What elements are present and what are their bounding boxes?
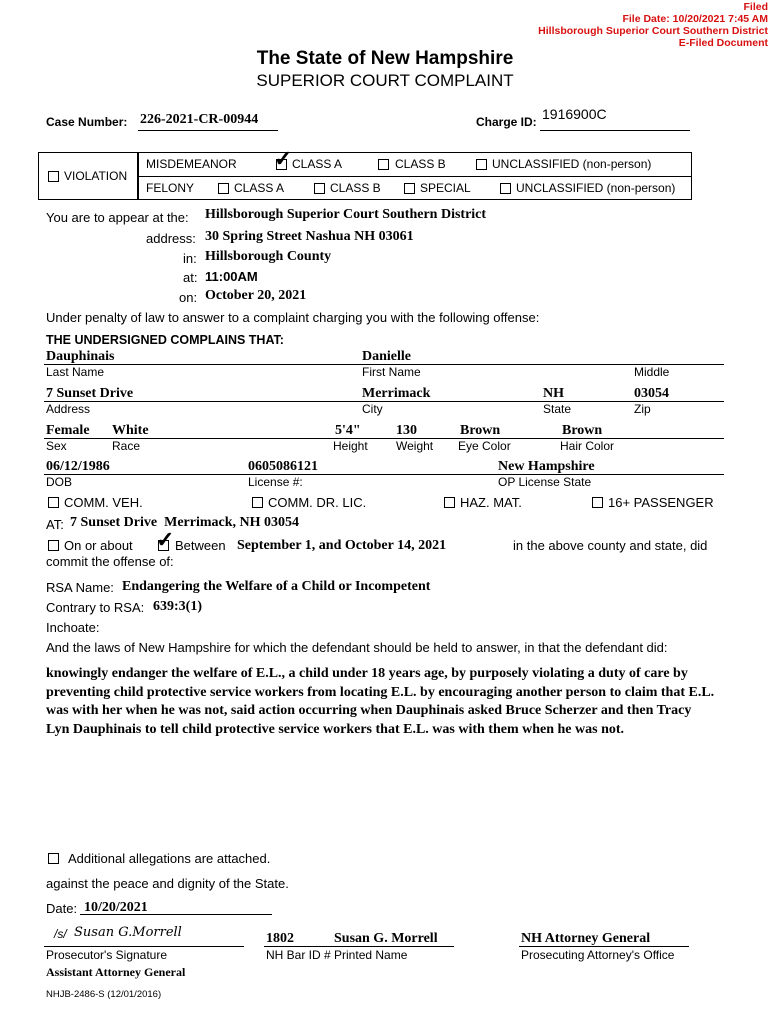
- between-label: Between: [175, 538, 226, 553]
- address-underline: [44, 401, 724, 402]
- appear-date: October 20, 2021: [205, 288, 307, 303]
- sex-label: Sex: [46, 439, 67, 453]
- printed-name-underline: [264, 946, 454, 947]
- prosecutor-signature-label: Prosecutor's Signature: [46, 948, 168, 962]
- appear-label: You are to appear at the:: [46, 210, 189, 225]
- appear-time: 11:00AM: [205, 269, 258, 284]
- middle-label: Middle: [634, 365, 670, 379]
- comm-veh-label: COMM. VEH.: [64, 495, 143, 510]
- defendant-zip: 03054: [634, 386, 669, 401]
- state-label: State: [543, 402, 572, 416]
- filed-line: Filed: [743, 1, 768, 13]
- fel-class-b-label: CLASS B: [330, 181, 381, 195]
- misd-class-a-check-icon: ✓: [274, 146, 293, 171]
- hair-color-label: Hair Color: [560, 439, 615, 453]
- prosecutor-signature: Susan G.Morrell: [74, 925, 182, 940]
- file-date: File Date: 10/20/2021 7:45 AM: [622, 13, 768, 25]
- defendant-hair-color: Brown: [562, 423, 603, 438]
- misd-unclassified-checkbox[interactable]: [476, 159, 487, 170]
- case-number: 226-2021-CR-00944: [140, 112, 259, 127]
- case-number-label: Case Number:: [46, 115, 128, 129]
- fel-class-a-checkbox[interactable]: [218, 183, 229, 194]
- first-name: Danielle: [362, 349, 411, 364]
- attorney-office: NH Attorney General: [521, 931, 651, 946]
- case-number-underline: [138, 130, 278, 131]
- court-name: Hillsborough Superior Court Southern District: [205, 207, 487, 222]
- defendant-state: NH: [543, 386, 564, 401]
- court-county: Hillsborough County: [205, 249, 332, 264]
- city-label: City: [362, 402, 383, 416]
- peace-text: against the peace and dignity of the State.: [46, 876, 289, 891]
- filed-stamp: [368, 1, 768, 49]
- office-label: Prosecuting Attorney's Office: [521, 948, 675, 962]
- defendant-city: Merrimack: [362, 386, 431, 401]
- zip-label: Zip: [634, 402, 651, 416]
- efiled-document: E-Filed Document: [678, 37, 768, 49]
- eye-color-label: Eye Color: [458, 439, 511, 453]
- fel-unclassified-label: UNCLASSIFIED (non-person): [516, 181, 676, 195]
- comm-veh-checkbox[interactable]: [48, 497, 59, 508]
- between-check-icon: ✓: [156, 527, 175, 552]
- on-label: on:: [179, 290, 198, 305]
- office-underline: [519, 946, 689, 947]
- last-name-label: Last Name: [46, 365, 105, 379]
- violation-checkbox[interactable]: [48, 171, 59, 182]
- filed-court: Hillsborough Superior Court Southern District: [538, 25, 768, 37]
- defendant-height: 5'4": [335, 423, 361, 438]
- license-state-label: OP License State: [498, 475, 592, 489]
- additional-allegations-checkbox[interactable]: [48, 853, 59, 864]
- prosecutor-title: Assistant Attorney General: [46, 965, 186, 979]
- bar-id-label: NH Bar ID # Printed Name: [266, 948, 408, 962]
- county-state-text: in the above county and state, did: [513, 538, 708, 553]
- haz-mat-checkbox[interactable]: [444, 497, 455, 508]
- defendant-weight: 130: [396, 423, 417, 438]
- laws-text: And the laws of New Hampshire for which the defendant should be held to answer, in that the defendant did:: [46, 640, 668, 655]
- inchoate-label: Inchoate:: [46, 620, 100, 635]
- bar-id: 1802: [266, 931, 294, 946]
- between-dates: September 1, and October 14, 2021: [237, 538, 447, 553]
- charge-id: 1916900C: [542, 106, 607, 122]
- felony-label: FELONY: [146, 181, 195, 195]
- date-label: Date:: [46, 901, 78, 916]
- misdemeanor-label: MISDEMEANOR: [146, 157, 237, 171]
- form-number: NHJB-2486-S (12/01/2016): [46, 989, 162, 1000]
- offense-at-label: AT:: [46, 517, 64, 532]
- defendant-license: 0605086121: [248, 459, 318, 474]
- at-label: at:: [183, 270, 198, 285]
- fel-unclassified-checkbox[interactable]: [500, 183, 511, 194]
- contrary-label: Contrary to RSA:: [46, 600, 145, 615]
- misd-class-b-checkbox[interactable]: [378, 159, 389, 170]
- fel-class-a-label: CLASS A: [234, 181, 285, 195]
- date-underline: [80, 914, 272, 915]
- complaint-date: 10/20/2021: [84, 900, 148, 915]
- misd-class-a-label: CLASS A: [292, 157, 343, 171]
- signature-underline: [44, 946, 244, 947]
- race-label: Race: [112, 439, 141, 453]
- charge-id-label: Charge ID:: [476, 115, 537, 129]
- rsa-number: 639:3(1): [153, 599, 202, 614]
- misd-class-b-label: CLASS B: [395, 157, 446, 171]
- violation-label: VIOLATION: [64, 169, 128, 183]
- physical-underline: [44, 438, 724, 439]
- first-name-label: First Name: [362, 365, 421, 379]
- charge-id-underline: [540, 130, 690, 131]
- sig-prefix: /s/: [54, 927, 67, 941]
- comm-dr-lic-label: COMM. DR. LIC.: [268, 495, 367, 510]
- offense-location: 7 Sunset Drive Merrimack, NH 03054: [70, 515, 300, 530]
- document-title: The State of New Hampshire: [256, 48, 514, 69]
- rsa-name: Endangering the Welfare of a Child or Incompetent: [122, 579, 431, 594]
- address-field-label: Address: [46, 402, 91, 416]
- haz-mat-label: HAZ. MAT.: [460, 495, 522, 510]
- commit-text: commit the offense of:: [46, 554, 174, 569]
- additional-allegations-label: Additional allegations are attached.: [68, 851, 271, 866]
- defendant-dob: 06/12/1986: [46, 459, 110, 474]
- misd-unclassified-label: UNCLASSIFIED (non-person): [492, 157, 652, 171]
- fel-special-checkbox[interactable]: [404, 183, 415, 194]
- license-state: New Hampshire: [498, 459, 595, 474]
- passenger-label: 16+ PASSENGER: [608, 495, 714, 510]
- fel-special-label: SPECIAL: [420, 181, 471, 195]
- printed-name: Susan G. Morrell: [334, 931, 438, 946]
- complains-heading: THE UNDERSIGNED COMPLAINS THAT:: [46, 333, 284, 347]
- offense-description: knowingly endanger the welfare of E.L., a child under 18 years age, by purposely violating a duty of care by preventing child protective service workers from locating E.L. by encouraging another person to claim that E.L. was with her when he was not, said action occurring when Dauphinais asked Bruce Scherzer and then Tracy Lyn Dauphinais to tell child protective service workers that E.L. was with them when he was not.: [46, 666, 715, 737]
- passenger-checkbox[interactable]: [592, 497, 603, 508]
- penalty-text: Under penalty of law to answer to a complaint charging you with the following offense:: [46, 310, 540, 325]
- weight-label: Weight: [396, 439, 434, 453]
- on-or-about-label: On or about: [64, 538, 133, 553]
- dob-underline: [44, 474, 724, 475]
- defendant-eye-color: Brown: [460, 423, 501, 438]
- defendant-race: White: [112, 423, 149, 438]
- license-label: License #:: [248, 475, 303, 489]
- document-subtitle: SUPERIOR COURT COMPLAINT: [256, 71, 514, 90]
- address-label: address:: [146, 231, 196, 246]
- rsa-name-label: RSA Name:: [46, 580, 114, 595]
- in-label: in:: [183, 251, 197, 266]
- height-label: Height: [333, 439, 368, 453]
- court-address: 30 Spring Street Nashua NH 03061: [205, 229, 414, 244]
- comm-dr-lic-checkbox[interactable]: [252, 497, 263, 508]
- defendant-sex: Female: [46, 423, 90, 438]
- last-name: Dauphinais: [46, 349, 115, 364]
- on-or-about-checkbox[interactable]: [48, 540, 59, 551]
- defendant-address: 7 Sunset Drive: [46, 386, 134, 401]
- dob-label: DOB: [46, 475, 73, 489]
- offense-grid-divider: [138, 176, 692, 177]
- fel-class-b-checkbox[interactable]: [314, 183, 325, 194]
